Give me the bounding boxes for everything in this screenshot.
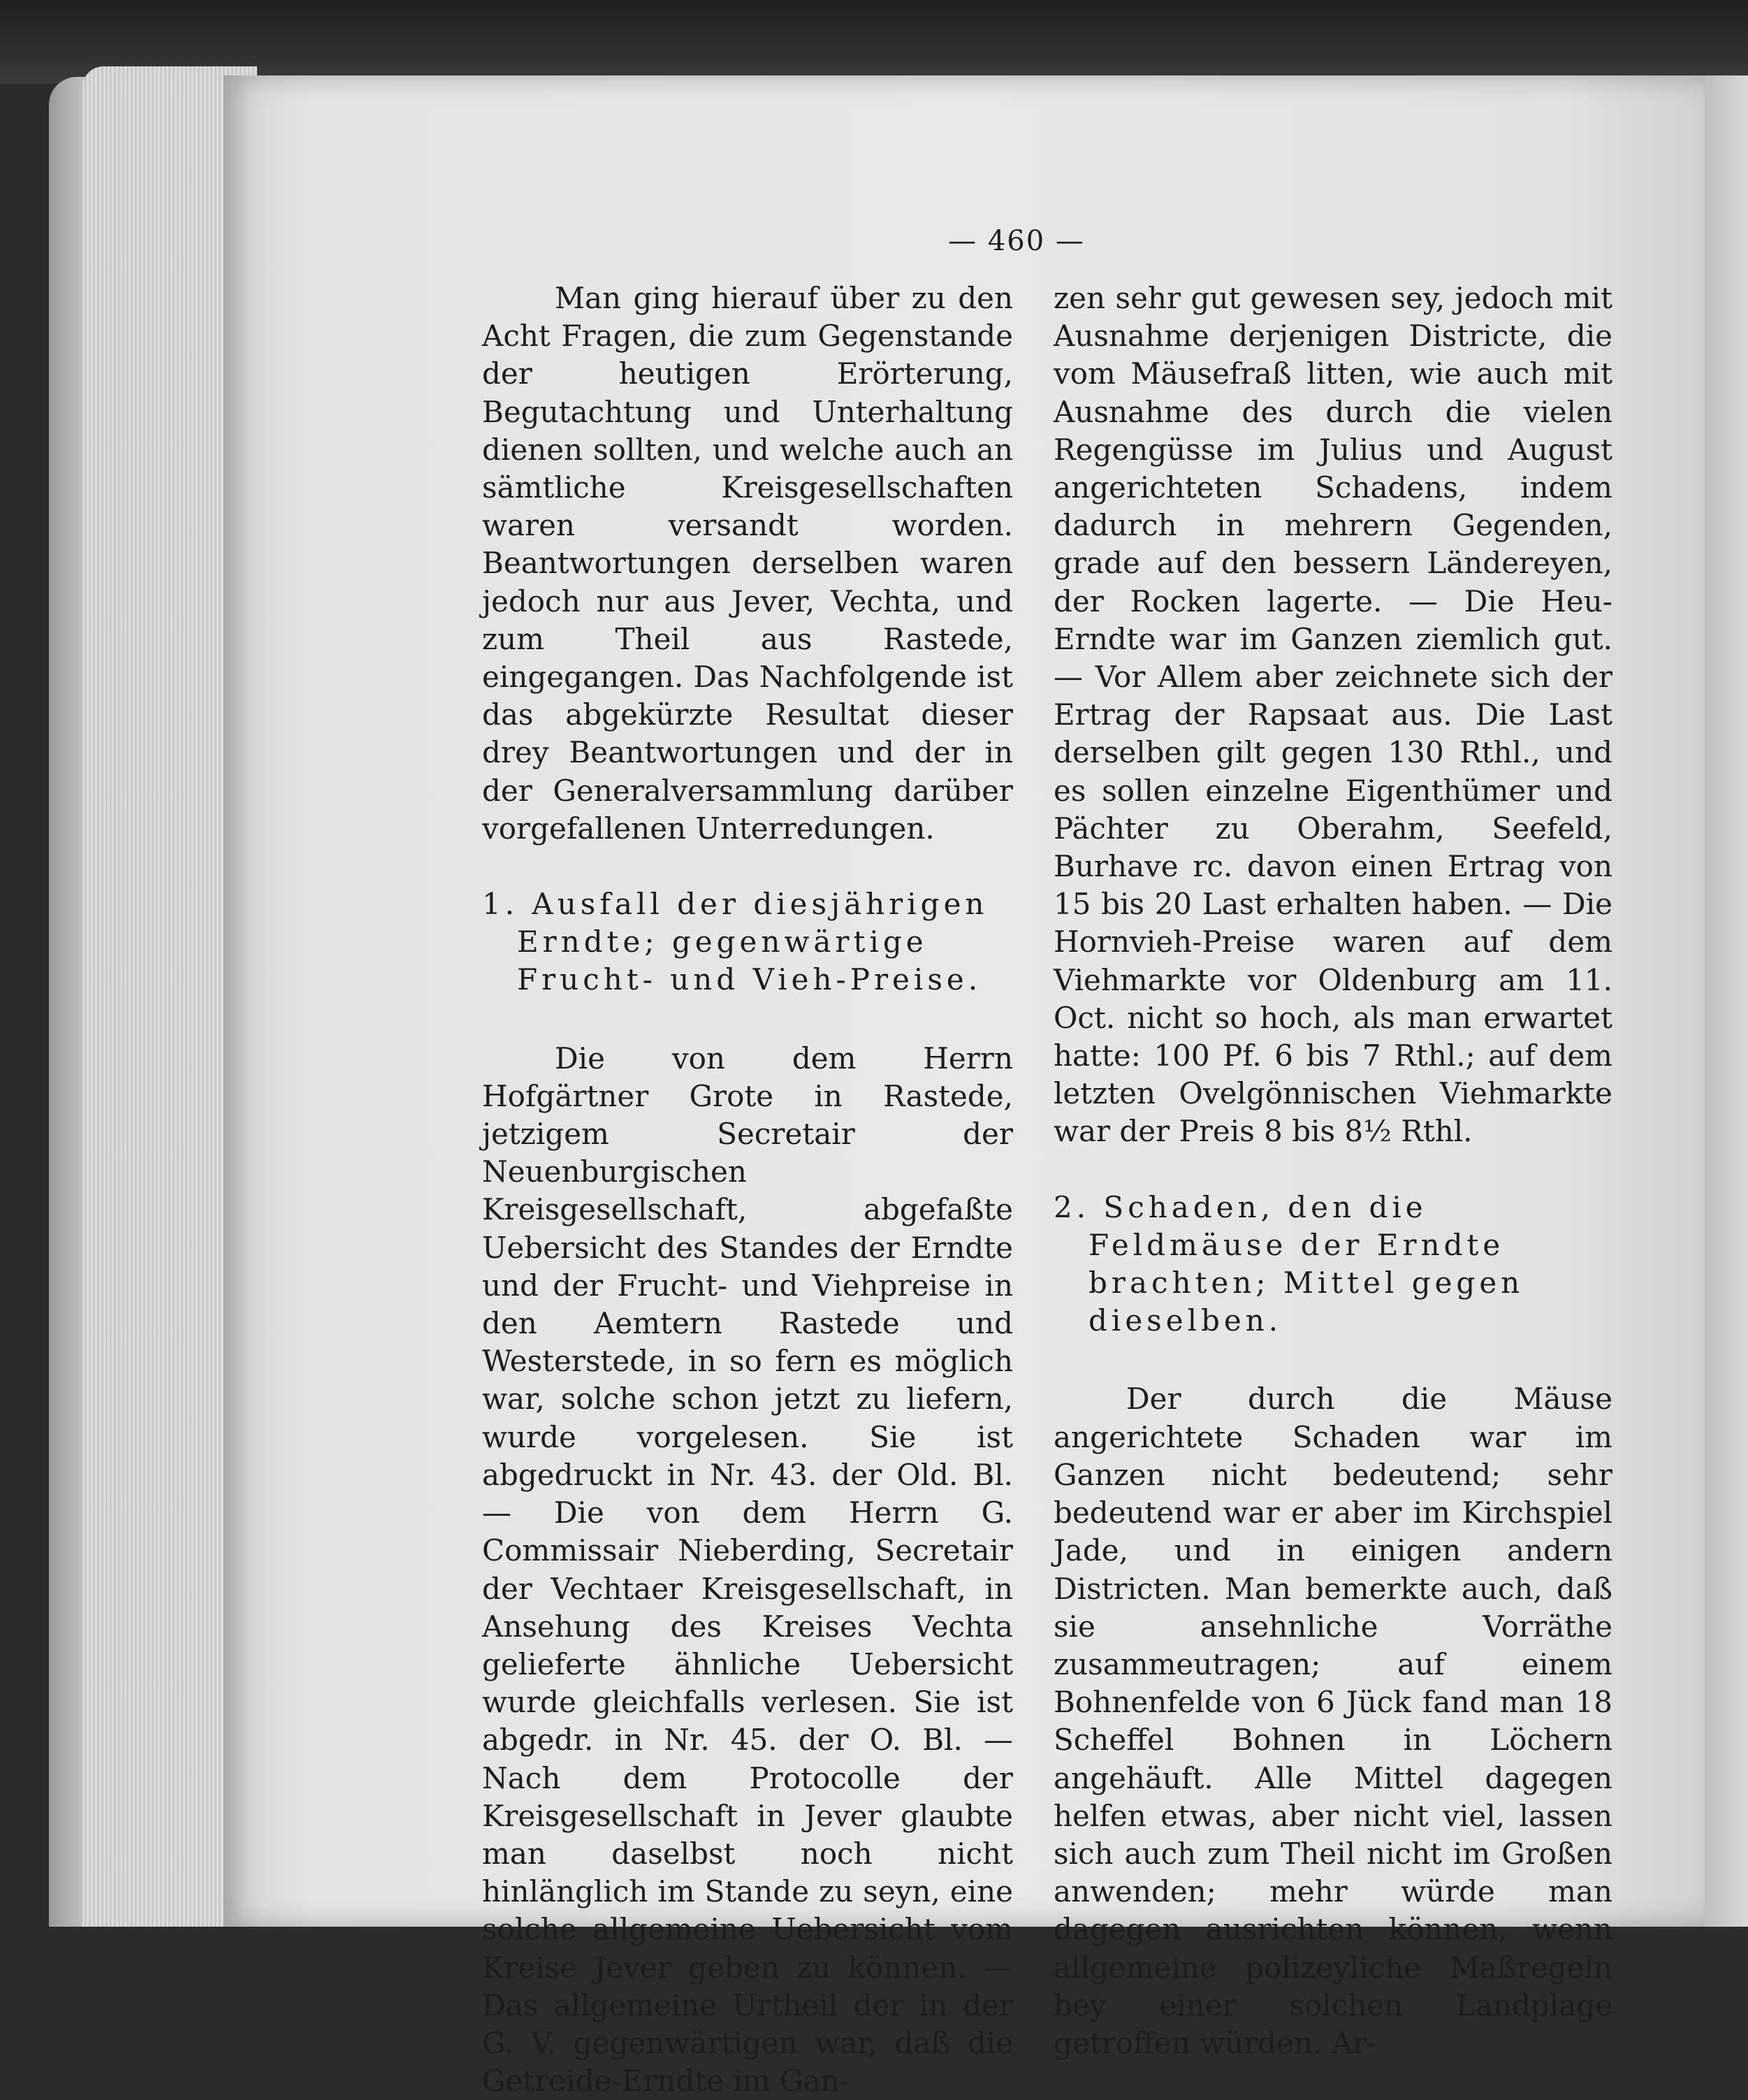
paragraph-field-mice: Der durch die Mäuse angerichtete Schaden war im Ganzen nicht bedeutend; sehr bedeutend war er aber im Kirchspiel Jade, und in einigen andern Districten. Man bemerkte auch, daß sie ansehnliche Vorräthe zusammeutragen; auf einem Bohnenfelde von 6 Jück fand man 18 Scheffel Bohnen in Löchern angehäuft. Alle Mittel dagegen helfen etwas, aber nicht viel, lassen sich auch zum Theil nicht im Großen anwenden; mehr würde man dagegen ausrichten können, wenn allgemeine polizeyliche Maßregeln bey einer solchen Landplage getroffen würden. Ar- bbox=[1054, 1382, 1612, 2060]
scan-background bbox=[0, 0, 1748, 84]
section-heading-1: 1. Ausfall der diesjährigen Erndte; gegenwärtige Frucht- und Vieh-Preise. bbox=[482, 887, 989, 997]
right-column bbox=[1054, 280, 1612, 2062]
paragraph-harvest-continued: zen sehr gut gewesen sey, jedoch mit Ausnahme derjenigen Districte, die vom Mäusefraß litten, wie auch mit Ausnahme des durch die vielen Regengüsse im Julius und August angerichteten Schadens, indem dadurch in mehrern Gegenden, grade auf den bessern Ländereyen, der Rocken lagerte. — Die Heu-Erndte war im Ganzen ziemlich gut. — Vor Allem aber zeichnete sich der Ertrag der Rapsaat aus. Die Last derselben gilt gegen 130 Rthl., und es sollen einzelne Eigenthümer und Pächter zu Oberahm, Seefeld, Burhave rc. davon einen Ertrag von 15 bis 20 Last erhalten haben. — Die Hornvieh-Preise waren auf dem Viehmarkte vor Oldenburg am 11. Oct. nicht so hoch, als man erwartet hatte: 100 Pf. 6 bis 7 Rthl.; auf dem letzten Ovelgönnischen Viehmarkte war der Preis 8 bis 8½ Rthl. bbox=[1054, 281, 1612, 1149]
left-column bbox=[482, 280, 1013, 2100]
section-heading-2: 2. Schaden, den die Feldmäuse der Erndte brachten; Mittel gegen dieselben. bbox=[1054, 1189, 1524, 1338]
paragraph-intro: Man ging hierauf über zu den Acht Fragen, die zum Gegenstande der heutigen Erörterung, Begutachtung und Unterhaltung dienen sollten, und welche auch an sämtliche Kreisgesellschaften waren versandt worden. Beantwortungen derselben waren jedoch nur aus Jever, Vechta, und zum Theil aus Rastede, eingegangen. Das Nachfolgende ist das abgekürzte Resultat dieser drey Beantwortungen und der in der Generalversammlung darüber vorgefallenen Unterredungen. bbox=[482, 281, 1013, 846]
facing-page-edge bbox=[1705, 75, 1748, 1927]
page-number: — 460 — bbox=[948, 225, 1085, 257]
paragraph-harvest-overview: Die von dem Herrn Hofgärtner Grote in Rastede, jetzigem Secretair der Neuenburgischen Kreisgesellschaft, abgefaßte Uebersicht des Standes der Erndte und der Frucht- und Viehpreise in den Aemtern Rastede und Westerstede, in so fern es möglich war, solche schon jetzt zu liefern, wurde vorgelesen. Sie ist abgedruckt in Nr. 43. der Old. Bl. — Die von dem Herrn G. Commissair Nieberding, Secretair der Vechtaer Kreisgesellschaft, in Ansehung des Kreises Vechta gelieferte ähnliche Uebersicht wurde gleichfalls verlesen. Sie ist abgedr. in Nr. 45. der O. Bl. — Nach dem Protocolle der Kreisgesellschaft in Jever glaubte man daselbst noch nicht hinlänglich im Stande zu seyn, eine solche allgemeine Uebersicht vom Kreise Jever geben zu können. — Das allgemeine Urtheil der in der G. V. gegenwärtigen war, daß die Getreide-Erndte im Gan- bbox=[482, 1041, 1013, 2099]
